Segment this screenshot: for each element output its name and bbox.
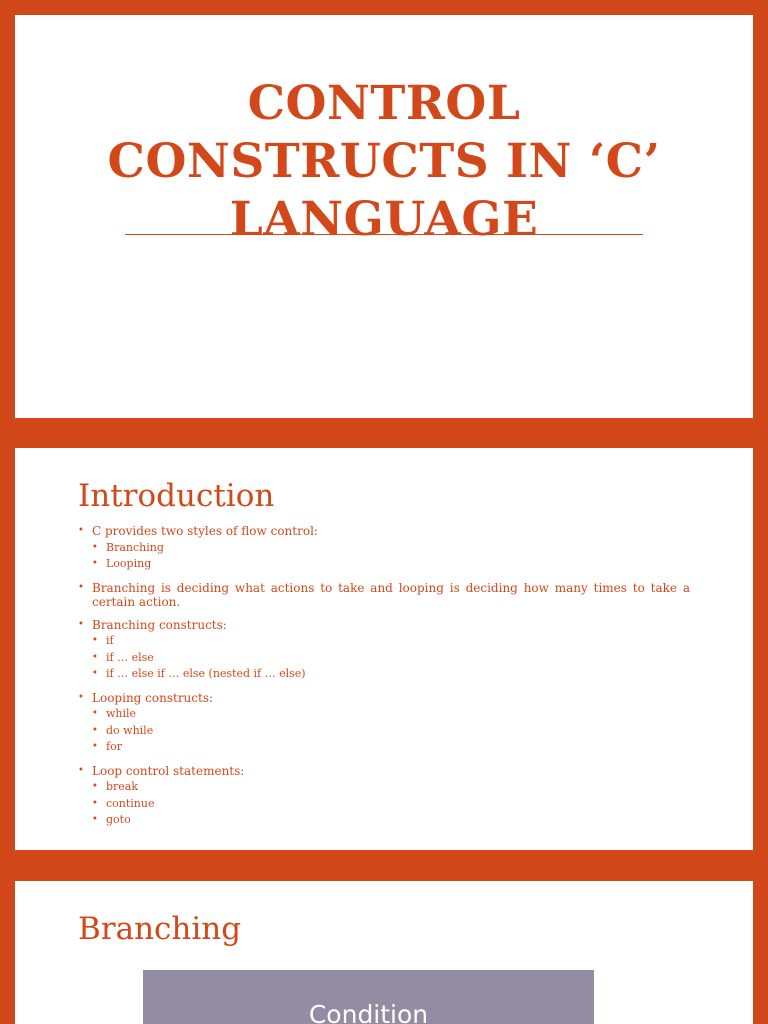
bullet-list [78,524,690,829]
sub-bullet-item: • if [92,633,690,650]
sub-bullet-item: • for [92,739,690,756]
sub-bullet-list [92,540,690,573]
sub-bullet-list [92,633,690,683]
title-underline-divider [125,234,643,235]
branching-slide [15,881,753,1024]
bullet-text: Branching is deciding what actions to take and looping is deciding how many times to take a certain action. [92,580,690,609]
sub-bullet-item: • break [92,779,690,796]
title-line: LANGUAGE [229,192,539,247]
bullet-item [78,691,690,756]
introduction-slide [15,448,753,850]
slide-heading: Branching [78,911,242,947]
condition-diagram-box [143,970,594,1024]
sub-bullet-list [92,706,690,756]
sub-bullet-item: • if … else if … else (nested if … else) [92,666,690,683]
sub-bullet-item: • do while [92,723,690,740]
bullet-item [78,524,690,573]
bullet-item [78,581,690,610]
sub-bullet-item: • Looping [92,556,690,573]
sub-bullet-item: • if … else [92,650,690,667]
bullet-item [78,764,690,829]
sub-bullet-item: • while [92,706,690,723]
sub-bullet-list [92,779,690,829]
bullet-item [78,618,690,683]
presentation-title [15,75,753,249]
bullet-text: Loop control statements: [92,763,245,778]
condition-label: Condition [308,1000,429,1024]
sub-bullet-item: • continue [92,796,690,813]
bullet-text: Branching constructs: [92,617,227,632]
slide-heading: Introduction [78,478,275,514]
title-line: CONTROL [247,76,521,131]
title-slide [15,15,753,418]
bullet-text: Looping constructs: [92,690,214,705]
title-line: CONSTRUCTS IN ‘C’ [107,134,661,189]
sub-bullet-item: • Branching [92,540,690,557]
sub-bullet-item: • goto [92,812,690,829]
bullet-text: C provides two styles of flow control: [92,524,318,538]
